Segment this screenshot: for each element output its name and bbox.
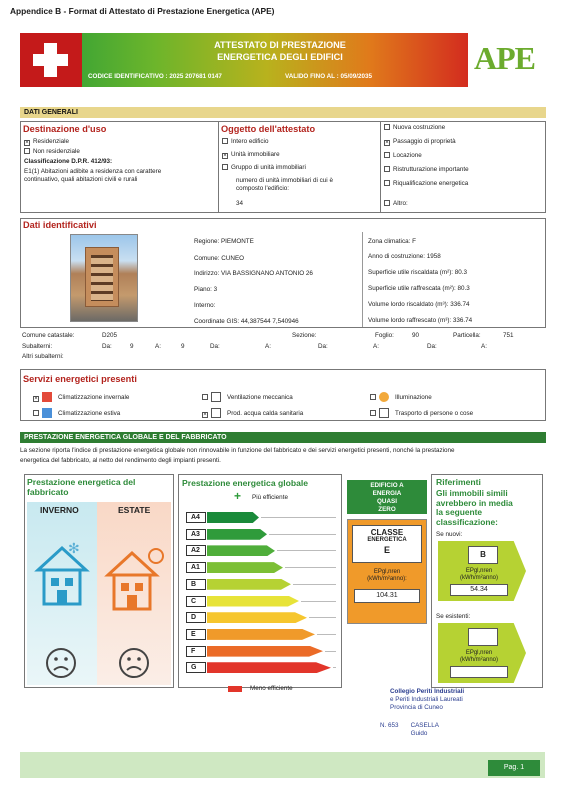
page-header: Appendice B - Format di Attestato di Prestazione Energetica (APE) [10, 6, 275, 16]
energy-class-guide-c [301, 601, 336, 602]
ep-label1: EPgl,nren [373, 569, 401, 575]
classe-box [352, 525, 422, 563]
particella-value: 751 [503, 332, 514, 339]
comune: Comune: CUNEO [194, 255, 245, 262]
locazione-label: Locazione [393, 152, 422, 159]
stamp-line1: Collegio Periti Industriali [390, 688, 465, 695]
energy-class-guide-f [325, 651, 336, 652]
regione: Regione: PIEMONTE [194, 238, 254, 245]
ape-logo-text: APE [474, 40, 535, 76]
dati-identificativi-title: Dati identificativi [23, 220, 97, 230]
nuovi-ep-value: 54.34 [450, 584, 508, 596]
ristrutturazione-checkbox[interactable] [384, 166, 390, 172]
climatizzazione-invernale-label: Climatizzazione invernale [58, 394, 130, 401]
nuovi-ep-label2: (kWh/m²anno) [459, 575, 498, 581]
fabbricato-title [27, 477, 135, 497]
ventilazione-checkbox[interactable] [202, 394, 208, 400]
piano: Piano: 3 [194, 286, 218, 293]
nzeb-line4: ZERO [378, 506, 396, 513]
riqualificazione-label: Riqualificazione energetica [393, 180, 469, 187]
prestazione-intro1: La sezione riporta l'indice di prestazione energetica globale non rinnovabile in funzione del fabbricato e dei servizi energetici presenti, nonché la prestazione [20, 447, 455, 454]
esistenti-classe [468, 628, 498, 646]
stamp-name1: CASELLA [410, 722, 439, 729]
illuminazione-checkbox[interactable] [370, 394, 376, 400]
sub-a-2: A: [265, 343, 271, 350]
interno: Interno: [194, 302, 216, 309]
unita-immobiliare-label: Unità immobiliare [231, 151, 280, 158]
footer-bar [20, 752, 545, 778]
stamp-name2: Guido [410, 730, 428, 737]
residenziale-checkbox[interactable]: × [25, 140, 29, 146]
energy-class-guide-e [317, 634, 336, 635]
nuovi-classe: B [468, 546, 498, 564]
meno-efficiente: Meno efficiente [250, 685, 293, 692]
se-esistenti-label: Se esistenti: [436, 613, 471, 620]
banner-title-line2: ENERGETICA DEGLI EDIFICI [217, 51, 343, 62]
sub-a-4: A: [481, 343, 487, 350]
esistenti-ep-label1: EPgl,nren [465, 650, 493, 656]
energy-class-arrow-a4 [207, 512, 259, 523]
nzeb-line3: QUASI [377, 498, 397, 505]
altro-checkbox[interactable] [384, 200, 390, 206]
energy-class-label-a1: A1 [186, 562, 206, 573]
energy-class-label-g: G [186, 662, 206, 673]
nzeb-box [347, 480, 427, 514]
sub-da-1-value: 9 [130, 343, 134, 350]
comune-catastale-label: Comune catastale: [22, 332, 75, 339]
ventilazione-label: Ventilazione meccanica [227, 394, 293, 401]
energy-class-guide-b [293, 584, 336, 585]
gruppo-unita-checkbox[interactable] [222, 164, 228, 170]
sub-a-3: A: [373, 343, 379, 350]
altro-label: Altro: [393, 200, 408, 207]
faucet-icon [211, 408, 221, 418]
non-residenziale-checkbox[interactable] [24, 148, 30, 154]
gruppo-unita-label: Gruppo di unità immobiliari [231, 164, 306, 171]
non-residenziale-label: Non residenziale [33, 148, 80, 155]
lightbulb-icon [379, 392, 389, 402]
fan-icon [211, 392, 221, 402]
trasporto-checkbox[interactable] [370, 410, 376, 416]
energy-class-arrow-d [207, 612, 307, 623]
classificazione-descr1: E1(1) Abitazioni adibite a residenza con carattere [24, 168, 162, 175]
ep-value: 104.31 [354, 589, 420, 603]
energy-class-arrow-a2 [207, 545, 275, 556]
codice-identificativo: CODICE IDENTIFICATIVO : 2025 207681 0147 [88, 73, 222, 80]
zona-climatica: Zona climatica: F [368, 238, 416, 245]
esistenti-ep-label [444, 650, 514, 664]
fabbricato-title-line1: Prestazione energetica del [27, 477, 136, 487]
energy-class-label-b: B [186, 579, 206, 590]
piemonte-flag-logo [20, 33, 82, 87]
destinazione-title: Destinazione d'uso [23, 124, 107, 134]
illuminazione-label: Illuminazione [395, 394, 432, 401]
banner-title [130, 40, 430, 63]
dati-generali-bar: DATI GENERALI [20, 107, 546, 118]
volume-riscaldato: Volume lordo riscaldato (m³): 336.74 [368, 301, 470, 308]
classificazione-descr2: continuativo, quali abitazioni civili e rurali [24, 176, 138, 183]
riqualificazione-checkbox[interactable] [384, 180, 390, 186]
rif-descr1: Gli immobili simili [436, 488, 508, 498]
energy-class-label-a3: A3 [186, 529, 206, 540]
energy-class-label-a4: A4 [186, 512, 206, 523]
sad-face-summer-icon [117, 646, 151, 680]
intero-edificio-label: Intero edificio [231, 138, 269, 145]
radiator-icon [42, 392, 52, 402]
stamp-number: N. 653 [380, 722, 399, 729]
stamp-line2: e Periti Industriali Laureati [390, 696, 463, 703]
energy-class-label-f: F [186, 646, 206, 657]
globale-title: Prestazione energetica globale [182, 478, 309, 488]
numero-unita-label2: composto l'edificio: [236, 185, 290, 192]
residenziale-label: Residenziale [33, 138, 70, 145]
energy-class-arrow-a3 [207, 529, 267, 540]
banner-title-line1: ATTESTATO DI PRESTAZIONE [214, 40, 346, 50]
house-winter-icon [34, 540, 94, 610]
stamp [380, 688, 516, 744]
rif-descr4: classificazione: [436, 516, 498, 527]
energy-class-label-c: C [186, 596, 206, 607]
energy-class-guide-a4 [261, 517, 336, 518]
ristrutturazione-label: Ristrutturazione importante [393, 166, 469, 173]
nuovi-ep-label1: EPgl,nren [465, 568, 493, 574]
numero-unita-value: 34 [236, 200, 244, 207]
rif-descr2: avrebbero in media [436, 497, 513, 508]
building-photo [70, 234, 138, 322]
acqua-calda-label: Prod. acqua calda sanitaria [227, 410, 304, 417]
nuova-costruzione-label: Nuova costruzione [393, 124, 446, 131]
locazione-checkbox[interactable] [384, 152, 390, 158]
energy-class-arrow-c [207, 596, 299, 607]
superficie-riscaldata: Superficie utile riscaldata (m²): 80.3 [368, 269, 468, 276]
piu-efficiente: Più efficiente [252, 494, 288, 501]
ape-logo [474, 40, 546, 88]
riferimenti-title: Riferimenti [436, 477, 481, 487]
energy-class-arrow-a1 [207, 562, 283, 573]
classe-value: E [383, 545, 390, 555]
fabbricato-title-line2: fabbricato [27, 487, 69, 497]
unita-immobiliare-checkbox[interactable]: × [223, 153, 227, 159]
oggetto-title: Oggetto dell'attestato [221, 124, 316, 134]
climatizzazione-invernale-checkbox[interactable]: × [34, 396, 38, 402]
numero-unita-label1: numero di unità immobiliari di cui è [236, 177, 333, 184]
energy-class-label-a2: A2 [186, 545, 206, 556]
sub-da-2: Da: [210, 343, 220, 350]
estate-label: ESTATE [118, 505, 151, 515]
sad-face-winter-icon [44, 646, 78, 680]
energy-class-guide-d [309, 617, 336, 618]
indirizzo: Indirizzo: VIA BASSIGNANO ANTONIO 26 [194, 270, 313, 277]
nuovi-ep-label [444, 568, 514, 582]
page-number: Pag. 1 [488, 760, 540, 776]
sub-a-1: A: [155, 343, 161, 350]
inverno-label: INVERNO [40, 505, 79, 515]
energy-class-guide-a2 [277, 550, 336, 551]
servizi-title: Servizi energetici presenti [23, 374, 137, 384]
classe-label1: CLASSE [370, 528, 404, 537]
snowflake-icon [42, 408, 52, 418]
particella-label: Particella: [453, 332, 481, 339]
nuova-costruzione-checkbox[interactable] [384, 124, 390, 130]
intero-edificio-checkbox[interactable] [222, 138, 228, 144]
energy-class-label-e: E [186, 629, 206, 640]
comune-catastale-value: D205 [102, 332, 118, 339]
prestazione-bar: PRESTAZIONE ENERGETICA GLOBALE E DEL FABBRICATO [20, 432, 546, 443]
energy-class-arrow-f [207, 646, 323, 657]
climatizzazione-estiva-checkbox[interactable] [33, 410, 39, 416]
energy-class-label-d: D [186, 612, 206, 623]
stamp-line3: Provincia di Cuneo [390, 704, 443, 711]
climatizzazione-estiva-label: Climatizzazione estiva [58, 410, 121, 417]
acqua-calda-checkbox[interactable]: × [203, 412, 207, 418]
energy-class-guide-a3 [269, 534, 336, 535]
riferimenti-descr [436, 489, 513, 527]
elevator-icon [379, 408, 389, 418]
passaggio-proprieta-label: Passaggio di proprietà [393, 138, 456, 145]
trasporto-label: Trasporto di persone o cose [395, 410, 474, 417]
energy-class-guide-g [333, 667, 336, 668]
sun-icon [148, 548, 164, 564]
energy-class-arrow-g [207, 662, 331, 673]
foglio-value: 90 [412, 332, 420, 339]
energy-class-arrow-b [207, 579, 291, 590]
sezione-label: Sezione: [292, 332, 317, 339]
nzeb-line2: ENERGIA [372, 490, 402, 497]
energy-class-guide-a1 [285, 567, 336, 568]
coordinate-gis: Coordinate GIS: 44,387544 7,540946 [194, 318, 299, 325]
energy-class-arrow-e [207, 629, 315, 640]
anno-costruzione: Anno di costruzione: 1958 [368, 253, 441, 260]
esistenti-ep-label2: (kWh/m²anno) [459, 657, 498, 663]
rif-descr3: la seguente [436, 507, 483, 517]
prestazione-intro2: energetica del fabbricato, al netto del rendimento degli impianti presenti. [20, 457, 221, 464]
se-nuovi-label: Se nuovi: [436, 531, 463, 538]
sub-da-3: Da: [318, 343, 328, 350]
snowflake-icon: ✻ [68, 540, 80, 556]
subalterni-label: Subalterni: [22, 343, 53, 350]
foglio-label: Foglio: [375, 332, 394, 339]
plus-icon: + [234, 489, 242, 503]
classe-label2: ENERGETICA [367, 537, 407, 543]
volume-raffrescato: Volume lordo raffrescato (m³): 336.74 [368, 317, 473, 324]
sub-da-1: Da: [102, 343, 112, 350]
valido-fino-al: VALIDO FINO AL : 05/09/2035 [285, 73, 373, 80]
passaggio-proprieta-checkbox[interactable]: × [385, 140, 389, 146]
sub-da-4: Da: [427, 343, 437, 350]
minus-icon [228, 686, 242, 692]
altri-subalterni-label: Altri subalterni: [22, 353, 64, 360]
esistenti-ep-value [450, 666, 508, 678]
nzeb-line1: EDIFICIO A [370, 482, 404, 489]
superficie-raffrescata: Superficie utile raffrescata (m²): 80.3 [368, 285, 470, 292]
classificazione-label: Classificazione D.P.R. 412/93: [24, 158, 113, 165]
ep-label2: (kWh/m²anno): [367, 576, 407, 582]
sub-a-1-value: 9 [181, 343, 185, 350]
ep-label [354, 569, 420, 583]
